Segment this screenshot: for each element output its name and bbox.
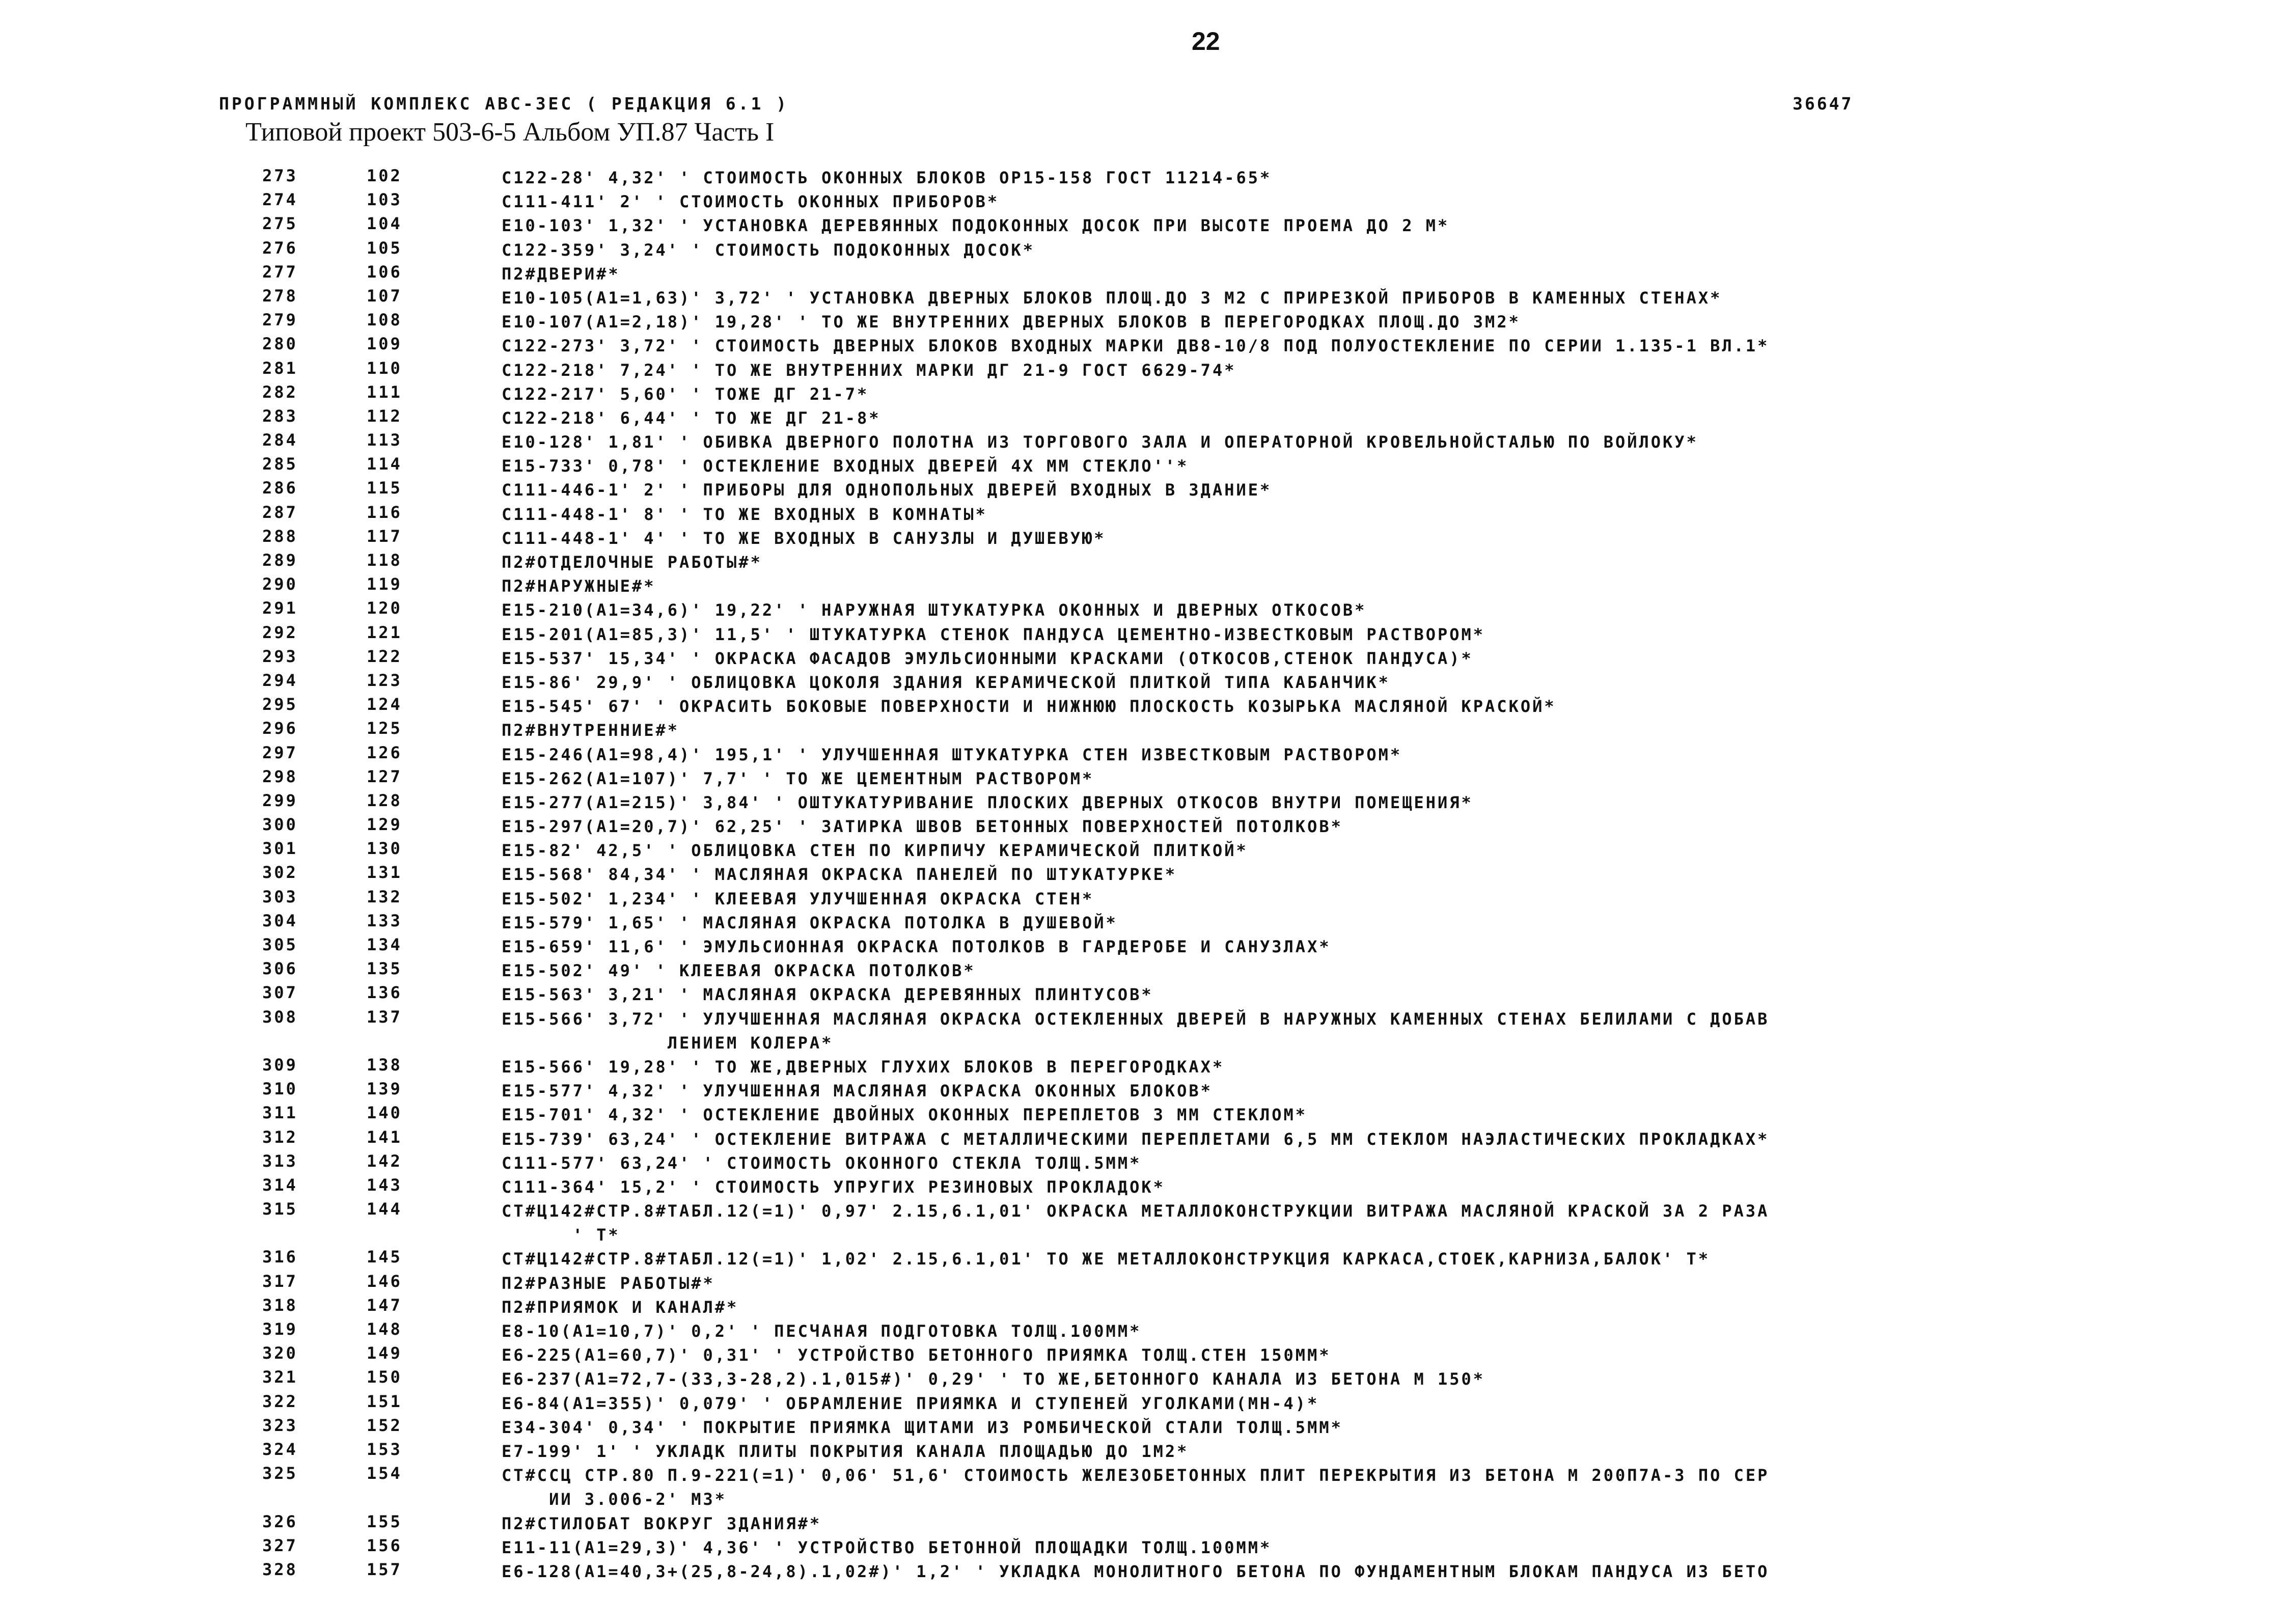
listing-row — [0, 668, 2285, 692]
row-estimate-text: Е15-566' 3,72' ' УЛУЧШЕННАЯ МАСЛЯНАЯ ОКРАСКА ОСТЕКЛЕННЫХ ДВЕРЕЙ В НАРУЖНЫХ КАМЕННЫХ СТЕНАХ БЕЛИЛАМИ С ДОБАВ ЛЕНИЕМ КОЛЕРА* — [502, 1009, 1770, 1053]
row-item-number: 144 — [367, 1199, 402, 1219]
row-estimate-text: Е15-277(А1=215)' 3,84' ' ОШТУКАТУРИВАНИЕ ПЛОСКИХ ДВЕРНЫХ ОТКОСОВ ВНУТРИ ПОМЕЩЕНИЯ* — [502, 792, 1473, 812]
row-item-number: 140 — [367, 1103, 402, 1123]
listing-row — [0, 1533, 2285, 1557]
row-line-number: 316 — [262, 1247, 298, 1267]
row-estimate-text: Е34-304' 0,34' ' ПОКРЫТИЕ ПРИЯМКА ЩИТАМИ ИЗ РОМБИЧЕСКОЙ СТАЛИ ТОЛЩ.5ММ* — [502, 1417, 1343, 1437]
row-line-number: 280 — [262, 334, 298, 354]
row-item-number: 130 — [367, 839, 402, 859]
row-estimate-text: СТ#Ц142#СТР.8#ТАБЛ.12(=1)' 0,97' 2.15,6.1,01' ОКРАСКА МЕТАЛЛОКОНСТРУКЦИИ ВИТРАЖА МАСЛЯНОЙ КРАСКОЙ ЗА 2 РАЗА ' Т* — [502, 1201, 1770, 1245]
row-item-number: 150 — [367, 1367, 402, 1387]
listing-row — [0, 403, 2285, 427]
row-item-number: 118 — [367, 550, 402, 570]
listing-row — [0, 884, 2285, 908]
row-estimate-text: Е6-128(А1=40,3+(25,8-24,8).1,02#)' 1,2' ' УКЛАДКА МОНОЛИТНОГО БЕТОНА ПО ФУНДАМЕНТНЫМ БЛОКАМ ПАНДУСА ИЗ БЕТО — [502, 1561, 1770, 1581]
row-estimate-text: Е15-201(А1=85,3)' 11,5' ' ШТУКАТУРКА СТЕНОК ПАНДУСА ЦЕМЕНТНО-ИЗВЕСТКОВЫМ РАСТВОРОМ* — [502, 624, 1485, 644]
row-line-number: 273 — [262, 166, 298, 185]
row-line-number: 300 — [262, 815, 298, 835]
row-estimate-text: СТ#Ц142#СТР.8#ТАБЛ.12(=1)' 1,02' 2.15,6.1,01' ТО ЖЕ МЕТАЛЛОКОНСТРУКЦИЯ КАРКАСА,СТОЕК,КАРНИЗА,БАЛОК' Т* — [502, 1249, 1711, 1269]
row-estimate-text: Е10-128' 1,81' ' ОБИВКА ДВЕРНОГО ПОЛОТНА ИЗ ТОРГОВОГО ЗАЛА И ОПЕРАТОРНОЙ КРОВЕЛЬНОЙСТАЛЬЮ ПО ВОЙЛОКУ* — [502, 432, 1698, 452]
row-item-number: 154 — [367, 1464, 402, 1483]
row-estimate-text: Е15-579' 1,65' ' МАСЛЯНАЯ ОКРАСКА ПОТОЛКА В ДУШЕВОЙ* — [502, 913, 1118, 932]
row-line-number: 279 — [262, 310, 298, 330]
row-estimate-text: П2#СТИЛОБАТ ВОКРУГ ЗДАНИЯ#* — [502, 1513, 822, 1533]
row-estimate-text: С122-273' 3,72' ' СТОИМОСТЬ ДВЕРНЫХ БЛОКОВ ВХОДНЫХ МАРКИ ДВ8-10/8 ПОД ПОЛУОСТЕКЛЕНИЕ ПО СЕРИИ 1.135-1 ВЛ.1* — [502, 336, 1770, 356]
row-line-number: 304 — [262, 911, 298, 930]
row-line-number: 294 — [262, 670, 298, 690]
listing-row — [0, 1244, 2285, 1268]
row-item-number: 120 — [367, 598, 402, 618]
row-estimate-text: Е15-577' 4,32' ' УЛУЧШЕННАЯ МАСЛЯНАЯ ОКРАСКА ОКОННЫХ БЛОКОВ* — [502, 1081, 1213, 1101]
row-item-number: 133 — [367, 911, 402, 930]
listing-row — [0, 980, 2285, 1004]
row-item-number: 147 — [367, 1295, 402, 1315]
row-line-number: 285 — [262, 454, 298, 474]
listing-row — [0, 547, 2285, 571]
row-estimate-text: СТ#ССЦ СТР.80 П.9-221(=1)' 0,06' 51,6' СТОИМОСТЬ ЖЕЛЕЗОБЕТОННЫХ ПЛИТ ПЕРЕКРЫТИЯ ИЗ БЕТОНА М 200П7А-3 ПО СЕР ИИ 3.006-2' М3* — [502, 1466, 1770, 1509]
row-line-number: 284 — [262, 430, 298, 450]
row-line-number: 327 — [262, 1535, 298, 1555]
row-item-number: 137 — [367, 1007, 402, 1027]
row-estimate-text: Е10-107(А1=2,18)' 19,28' ' ТО ЖЕ ВНУТРЕННИХ ДВЕРНЫХ БЛОКОВ В ПЕРЕГОРОДКАХ ПЛОЩ.ДО 3М2* — [502, 312, 1521, 332]
row-item-number: 106 — [367, 262, 402, 282]
row-estimate-text: Е15-297(А1=20,7)' 62,25' ' ЗАТИРКА ШВОВ БЕТОННЫХ ПОВЕРХНОСТЕЙ ПОТОЛКОВ* — [502, 817, 1343, 837]
row-item-number: 145 — [367, 1247, 402, 1267]
row-line-number: 322 — [262, 1391, 298, 1411]
row-estimate-text: Е15-566' 19,28' ' ТО ЖЕ,ДВЕРНЫХ ГЛУХИХ БЛОКОВ В ПЕРЕГОРОДКАХ* — [502, 1057, 1225, 1077]
listing-row — [0, 1557, 2285, 1581]
row-item-number: 115 — [367, 478, 402, 498]
row-estimate-text: С122-217' 5,60' ' ТОЖЕ ДГ 21-7* — [502, 384, 869, 404]
row-line-number: 290 — [262, 574, 298, 594]
row-estimate-text: Е15-502' 49' ' КЛЕЕВАЯ ОКРАСКА ПОТОЛКОВ* — [502, 961, 976, 981]
row-item-number: 112 — [367, 406, 402, 426]
listing-row — [0, 283, 2285, 307]
row-line-number: 296 — [262, 719, 298, 738]
listing-row — [0, 932, 2285, 956]
listing-row — [0, 644, 2285, 668]
row-item-number: 126 — [367, 742, 402, 762]
listing-row — [0, 1437, 2285, 1461]
row-estimate-text: С111-448-1' 8' ' ТО ЖЕ ВХОДНЫХ В КОМНАТЫ* — [502, 504, 987, 524]
row-estimate-text: С122-359' 3,24' ' СТОИМОСТЬ ПОДОКОННЫХ ДОСОК* — [502, 240, 1035, 260]
row-item-number: 102 — [367, 166, 402, 185]
row-estimate-text: Е6-225(А1=60,7)' 0,31' ' УСТРОЙСТВО БЕТОННОГО ПРИЯМКА ТОЛЩ.СТЕН 150ММ* — [502, 1345, 1331, 1365]
row-line-number: 289 — [262, 550, 298, 570]
listing-row — [0, 1172, 2285, 1196]
row-line-number: 295 — [262, 695, 298, 714]
row-line-number: 307 — [262, 983, 298, 1003]
row-item-number: 105 — [367, 238, 402, 258]
row-item-number: 156 — [367, 1535, 402, 1555]
listing-row — [0, 1052, 2285, 1076]
row-estimate-text: Е15-733' 0,78' ' ОСТЕКЛЕНИЕ ВХОДНЫХ ДВЕРЕЙ 4Х ММ СТЕКЛО''* — [502, 456, 1189, 476]
row-item-number: 124 — [367, 695, 402, 714]
listing-row — [0, 163, 2285, 187]
row-line-number: 278 — [262, 286, 298, 306]
row-line-number: 276 — [262, 238, 298, 258]
row-line-number: 282 — [262, 382, 298, 402]
row-estimate-text: П2#ПРИЯМОК И КАНАЛ#* — [502, 1297, 739, 1317]
row-line-number: 275 — [262, 214, 298, 234]
row-estimate-text: Е15-701' 4,32' ' ОСТЕКЛЕНИЕ ДВОЙНЫХ ОКОННЫХ ПЕРЕПЛЕТОВ 3 ММ СТЕКЛОМ* — [502, 1105, 1308, 1125]
row-item-number: 111 — [367, 382, 402, 402]
row-item-number: 104 — [367, 214, 402, 234]
row-estimate-text: С122-28' 4,32' ' СТОИМОСТЬ ОКОННЫХ БЛОКОВ ОР15-158 ГОСТ 11214-65* — [502, 168, 1272, 187]
row-item-number: 155 — [367, 1511, 402, 1531]
row-line-number: 328 — [262, 1559, 298, 1579]
listing-row — [0, 860, 2285, 884]
listing-row — [0, 1461, 2285, 1508]
listing-row — [0, 620, 2285, 644]
row-item-number: 109 — [367, 334, 402, 354]
listing-row — [0, 764, 2285, 788]
row-item-number: 132 — [367, 887, 402, 906]
listing-row — [0, 715, 2285, 739]
project-title: Типовой проект 503-6-5 Альбом УП.87 Часть I — [245, 118, 775, 147]
row-line-number: 311 — [262, 1103, 298, 1123]
row-estimate-text: С111-446-1' 2' ' ПРИБОРЫ ДЛЯ ОДНОПОЛЬНЫХ ДВЕРЕЙ ВХОДНЫХ В ЗДАНИЕ* — [502, 480, 1272, 500]
row-estimate-text: Е6-237(А1=72,7-(33,3-28,2).1,015#)' 0,29' ' ТО ЖЕ,БЕТОННОГО КАНАЛА ИЗ БЕТОНА М 150* — [502, 1369, 1485, 1389]
listing-row — [0, 1196, 2285, 1244]
row-item-number: 146 — [367, 1271, 402, 1291]
row-line-number: 324 — [262, 1439, 298, 1459]
row-estimate-text: Е11-11(А1=29,3)' 4,36' ' УСТРОЙСТВО БЕТОННОЙ ПЛОЩАДКИ ТОЛЩ.100ММ* — [502, 1537, 1272, 1557]
listing-row — [0, 595, 2285, 619]
row-line-number: 301 — [262, 839, 298, 859]
row-line-number: 306 — [262, 959, 298, 979]
row-item-number: 131 — [367, 863, 402, 883]
row-estimate-text: Е15-563' 3,21' ' МАСЛЯНАЯ ОКРАСКА ДЕРЕВЯННЫХ ПЛИНТУСОВ* — [502, 985, 1153, 1005]
listing-row — [0, 524, 2285, 547]
row-estimate-text: Е6-84(А1=355)' 0,079' ' ОБРАМЛЕНИЕ ПРИЯМКА И СТУПЕНЕЙ УГОЛКАМИ(МН-4)* — [502, 1393, 1319, 1413]
row-item-number: 135 — [367, 959, 402, 979]
row-line-number: 298 — [262, 766, 298, 786]
listing-row — [0, 331, 2285, 355]
listing-row — [0, 956, 2285, 980]
row-line-number: 309 — [262, 1055, 298, 1075]
row-item-number: 139 — [367, 1079, 402, 1099]
row-line-number: 321 — [262, 1367, 298, 1387]
listing-row — [0, 740, 2285, 764]
row-estimate-text: С111-411' 2' ' СТОИМОСТЬ ОКОННЫХ ПРИБОРОВ* — [502, 192, 1000, 212]
listing-row — [0, 692, 2285, 715]
row-item-number: 136 — [367, 983, 402, 1003]
row-line-number: 288 — [262, 526, 298, 546]
row-estimate-text: Е15-502' 1,234' ' КЛЕЕВАЯ УЛУЧШЕННАЯ ОКРАСКА СТЕН* — [502, 889, 1094, 909]
listing-row — [0, 1004, 2285, 1052]
page-number: 22 — [1192, 27, 1220, 56]
row-item-number: 113 — [367, 430, 402, 450]
listing-row — [0, 427, 2285, 451]
row-estimate-text: Е15-210(А1=34,6)' 19,22' ' НАРУЖНАЯ ШТУКАТУРКА ОКОННЫХ И ДВЕРНЫХ ОТКОСОВ* — [502, 600, 1367, 620]
row-line-number: 274 — [262, 190, 298, 210]
row-line-number: 323 — [262, 1415, 298, 1435]
row-estimate-text: П2#ОТДЕЛОЧНЫЕ РАБОТЫ#* — [502, 553, 762, 572]
row-item-number: 117 — [367, 526, 402, 546]
row-line-number: 287 — [262, 502, 298, 522]
row-item-number: 107 — [367, 286, 402, 306]
row-item-number: 157 — [367, 1559, 402, 1579]
row-line-number: 314 — [262, 1175, 298, 1195]
row-estimate-text: С111-364' 15,2' ' СТОИМОСТЬ УПРУГИХ РЕЗИНОВЫХ ПРОКЛАДОК* — [502, 1177, 1165, 1197]
estimate-listing — [0, 163, 2285, 1581]
row-line-number: 303 — [262, 887, 298, 906]
row-item-number: 108 — [367, 310, 402, 330]
row-estimate-text: Е15-545' 67' ' ОКРАСИТЬ БОКОВЫЕ ПОВЕРХНОСТИ И НИЖНЮЮ ПЛОСКОСТЬ КОЗЫРЬКА МАСЛЯНОЙ КРАСКОЙ* — [502, 697, 1556, 717]
row-estimate-text: П2#НАРУЖНЫЕ#* — [502, 576, 656, 596]
row-estimate-text: Е15-82' 42,5' ' ОБЛИЦОВКА СТЕН ПО КИРПИЧУ КЕРАМИЧЕСКОЙ ПЛИТКОЙ* — [502, 841, 1248, 861]
listing-row — [0, 475, 2285, 499]
listing-row — [0, 1340, 2285, 1364]
listing-row — [0, 812, 2285, 836]
row-item-number: 128 — [367, 790, 402, 810]
listing-row — [0, 1389, 2285, 1413]
listing-row — [0, 451, 2285, 475]
row-line-number: 302 — [262, 863, 298, 883]
row-item-number: 127 — [367, 766, 402, 786]
listing-row — [0, 1100, 2285, 1124]
listing-row — [0, 259, 2285, 283]
row-estimate-text: Е15-659' 11,6' ' ЭМУЛЬСИОННАЯ ОКРАСКА ПОТОЛКОВ В ГАРДЕРОБЕ И САНУЗЛАХ* — [502, 937, 1331, 956]
row-item-number: 123 — [367, 670, 402, 690]
row-estimate-text: С111-448-1' 4' ' ТО ЖЕ ВХОДНЫХ В САНУЗЛЫ И ДУШЕВУЮ* — [502, 528, 1106, 548]
listing-row — [0, 500, 2285, 524]
listing-row — [0, 307, 2285, 331]
row-item-number: 116 — [367, 502, 402, 522]
row-line-number: 325 — [262, 1464, 298, 1483]
row-item-number: 148 — [367, 1319, 402, 1339]
row-estimate-text: Е15-568' 84,34' ' МАСЛЯНАЯ ОКРАСКА ПАНЕЛЕЙ ПО ШТУКАТУРКЕ* — [502, 865, 1177, 885]
row-line-number: 317 — [262, 1271, 298, 1291]
row-estimate-text: Е10-105(А1=1,63)' 3,72' ' УСТАНОВКА ДВЕРНЫХ БЛОКОВ ПЛОЩ.ДО 3 М2 С ПРИРЕЗКОЙ ПРИБОРОВ В КАМЕННЫХ СТЕНАХ* — [502, 288, 1722, 308]
row-line-number: 318 — [262, 1295, 298, 1315]
row-estimate-text: С122-218' 6,44' ' ТО ЖЕ ДГ 21-8* — [502, 408, 881, 428]
row-line-number: 319 — [262, 1319, 298, 1339]
row-item-number: 122 — [367, 646, 402, 666]
row-item-number: 125 — [367, 719, 402, 738]
row-item-number: 121 — [367, 622, 402, 642]
row-item-number: 114 — [367, 454, 402, 474]
listing-row — [0, 1292, 2285, 1316]
row-item-number: 103 — [367, 190, 402, 210]
row-line-number: 283 — [262, 406, 298, 426]
row-line-number: 320 — [262, 1343, 298, 1363]
row-line-number: 286 — [262, 478, 298, 498]
row-line-number: 305 — [262, 935, 298, 954]
row-estimate-text: Е15-246(А1=98,4)' 195,1' ' УЛУЧШЕННАЯ ШТУКАТУРКА СТЕН ИЗВЕСТКОВЫМ РАСТВОРОМ* — [502, 745, 1402, 764]
row-estimate-text: Е15-86' 29,9' ' ОБЛИЦОВКА ЦОКОЛЯ ЗДАНИЯ КЕРАМИЧЕСКОЙ ПЛИТКОЙ ТИПА КАБАНЧИК* — [502, 672, 1390, 692]
row-estimate-text: П2#ДВЕРИ#* — [502, 264, 620, 284]
listing-row — [0, 187, 2285, 211]
listing-row — [0, 836, 2285, 860]
row-item-number: 129 — [367, 815, 402, 835]
listing-row — [0, 1413, 2285, 1437]
listing-row — [0, 1364, 2285, 1388]
row-estimate-text: Е10-103' 1,32' ' УСТАНОВКА ДЕРЕВЯННЫХ ПОДОКОННЫХ ДОСОК ПРИ ВЫСОТЕ ПРОЕМА ДО 2 М* — [502, 216, 1450, 236]
listing-row — [0, 355, 2285, 379]
row-line-number: 291 — [262, 598, 298, 618]
row-line-number: 297 — [262, 742, 298, 762]
row-item-number: 119 — [367, 574, 402, 594]
listing-row — [0, 379, 2285, 403]
listing-row — [0, 788, 2285, 812]
listing-row — [0, 235, 2285, 259]
row-line-number: 308 — [262, 1007, 298, 1027]
row-estimate-text: С122-218' 7,24' ' ТО ЖЕ ВНУТРЕННИХ МАРКИ ДГ 21-9 ГОСТ 6629-74* — [502, 360, 1236, 380]
listing-row — [0, 908, 2285, 932]
listing-row — [0, 1509, 2285, 1533]
row-item-number: 152 — [367, 1415, 402, 1435]
row-line-number: 312 — [262, 1127, 298, 1147]
row-line-number: 293 — [262, 646, 298, 666]
row-item-number: 110 — [367, 358, 402, 378]
row-estimate-text: П2#РАЗНЫЕ РАБОТЫ#* — [502, 1273, 715, 1293]
listing-row — [0, 211, 2285, 235]
row-line-number: 277 — [262, 262, 298, 282]
row-estimate-text: С111-577' 63,24' ' СТОИМОСТЬ ОКОННОГО СТЕКЛА ТОЛЩ.5ММ* — [502, 1153, 1142, 1173]
row-item-number: 134 — [367, 935, 402, 954]
listing-row — [0, 571, 2285, 595]
row-item-number: 153 — [367, 1439, 402, 1459]
row-item-number: 141 — [367, 1127, 402, 1147]
row-item-number: 142 — [367, 1151, 402, 1171]
document-code: 36647 — [1793, 94, 1854, 114]
row-estimate-text: Е15-262(А1=107)' 7,7' ' ТО ЖЕ ЦЕМЕНТНЫМ РАСТВОРОМ* — [502, 768, 1094, 788]
listing-row — [0, 1148, 2285, 1172]
row-item-number: 138 — [367, 1055, 402, 1075]
listing-row — [0, 1076, 2285, 1100]
listing-row — [0, 1316, 2285, 1340]
row-estimate-text: Е7-199' 1' ' УКЛАДК ПЛИТЫ ПОКРЫТИЯ КАНАЛА ПЛОЩАДЬЮ ДО 1М2* — [502, 1441, 1189, 1461]
row-item-number: 151 — [367, 1391, 402, 1411]
row-line-number: 299 — [262, 790, 298, 810]
program-header: ПРОГРАММНЫЙ КОМПЛЕКС АВС-ЗЕС ( РЕДАКЦИЯ 6.1 ) — [219, 94, 789, 114]
row-estimate-text: Е15-739' 63,24' ' ОСТЕКЛЕНИЕ ВИТРАЖА С МЕТАЛЛИЧЕСКИМИ ПЕРЕПЛЕТАМИ 6,5 ММ СТЕКЛОМ НАЭЛАСТИЧЕСКИХ ПРОКЛАДКАХ* — [502, 1129, 1770, 1149]
row-line-number: 310 — [262, 1079, 298, 1099]
listing-row — [0, 1269, 2285, 1292]
row-item-number: 149 — [367, 1343, 402, 1363]
listing-row — [0, 1124, 2285, 1148]
row-item-number: 143 — [367, 1175, 402, 1195]
row-line-number: 292 — [262, 622, 298, 642]
row-line-number: 281 — [262, 358, 298, 378]
row-line-number: 326 — [262, 1511, 298, 1531]
row-estimate-text: П2#ВНУТРЕННИЕ#* — [502, 721, 679, 740]
row-line-number: 313 — [262, 1151, 298, 1171]
row-estimate-text: Е8-10(А1=10,7)' 0,2' ' ПЕСЧАНАЯ ПОДГОТОВКА ТОЛЩ.100ММ* — [502, 1322, 1142, 1341]
row-line-number: 315 — [262, 1199, 298, 1219]
row-estimate-text: Е15-537' 15,34' ' ОКРАСКА ФАСАДОВ ЭМУЛЬСИОННЫМИ КРАСКАМИ (ОТКОСОВ,СТЕНОК ПАНДУСА)* — [502, 648, 1473, 668]
